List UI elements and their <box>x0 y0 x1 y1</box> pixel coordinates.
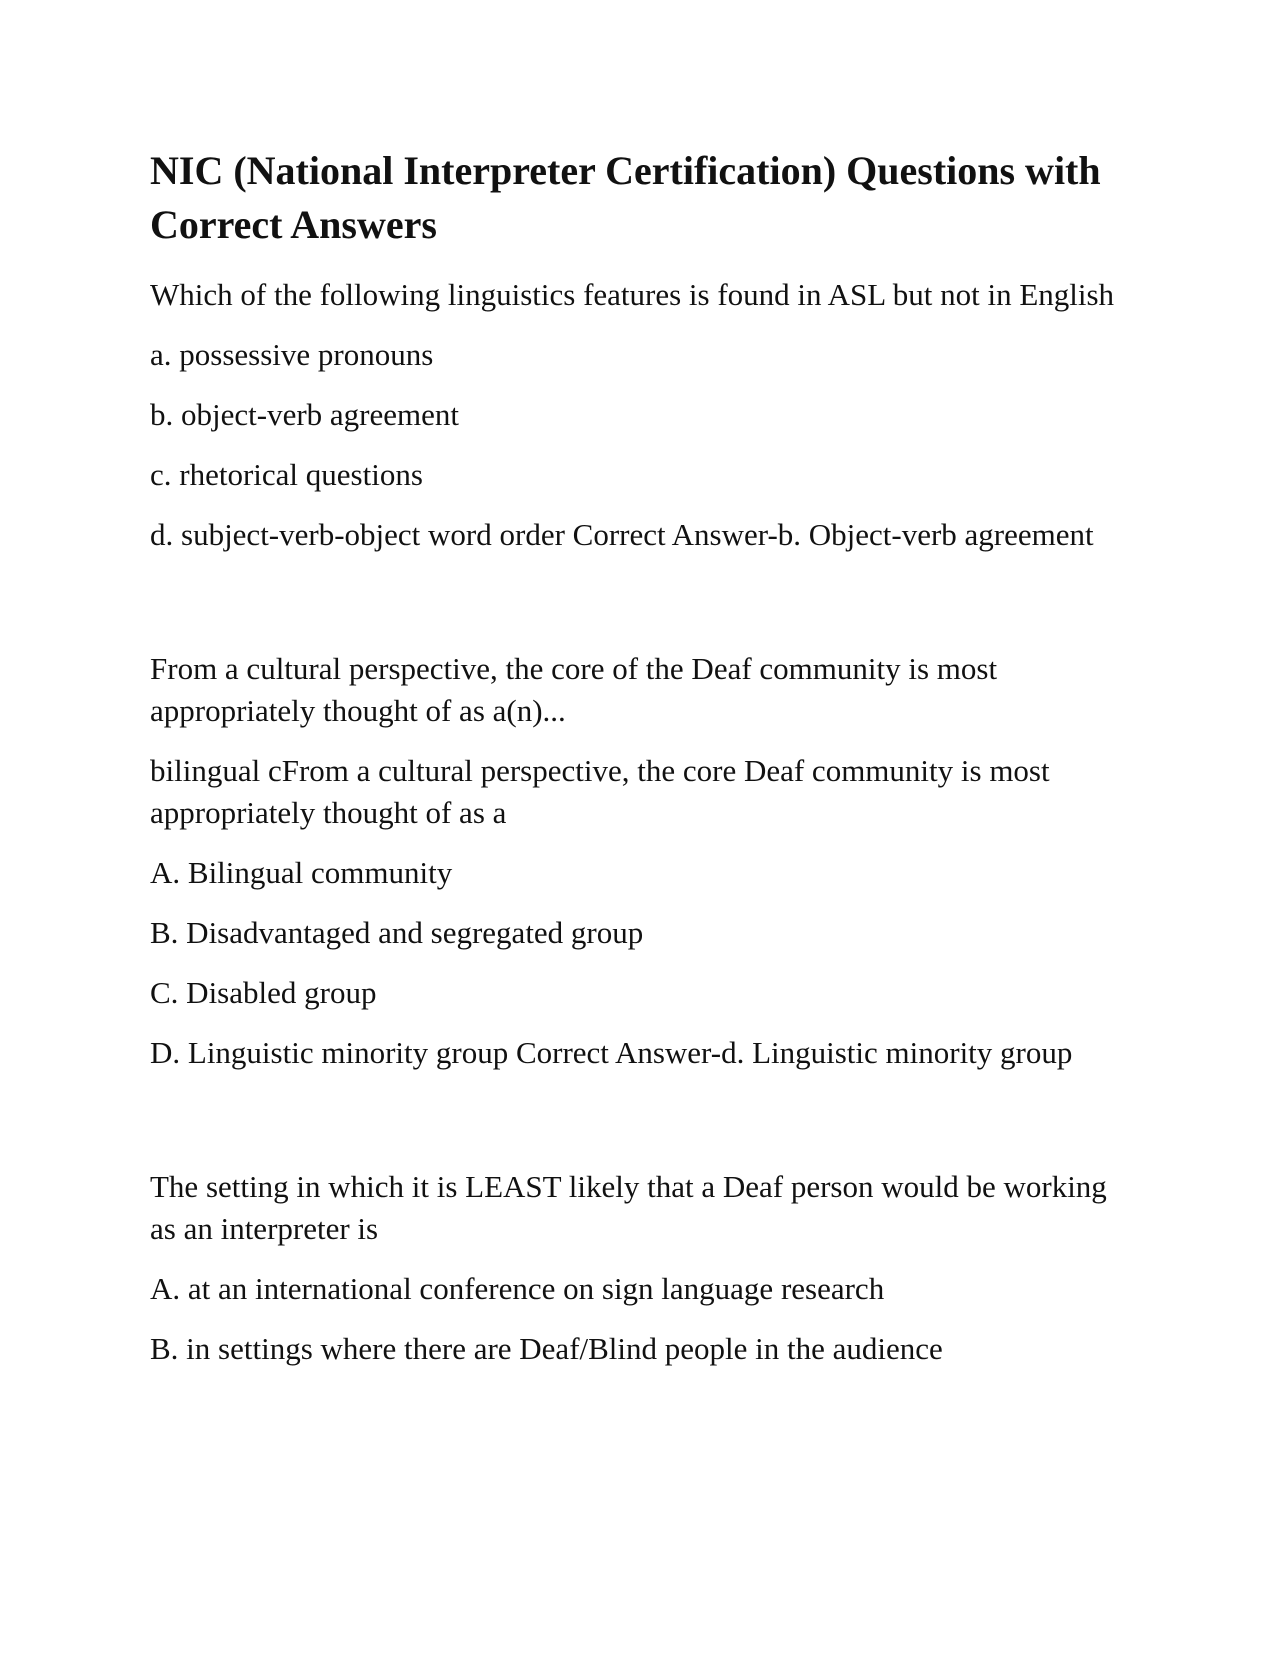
question-2-subprompt: bilingual cFrom a cultural perspective, the core Deaf community is most appropriately thought of as a <box>150 753 1050 830</box>
question-3-prompt: The setting in which it is LEAST likely that a Deaf person would be working as an interpreter is <box>150 1169 1107 1246</box>
question-1 <box>150 274 1130 556</box>
question-1-option-b: b. object-verb agreement <box>150 397 459 432</box>
question-1-option-c: c. rhetorical questions <box>150 457 423 492</box>
question-2-option-b: B. Disadvantaged and segregated group <box>150 915 644 950</box>
question-3-option-a: A. at an international conference on sign language research <box>150 1271 885 1306</box>
question-1-option-a: a. possessive pronouns <box>150 337 434 372</box>
question-2 <box>150 648 1130 1074</box>
question-3 <box>150 1166 1130 1370</box>
question-3-option-b: B. in settings where there are Deaf/Blind people in the audience <box>150 1331 943 1366</box>
question-2-option-c: C. Disabled group <box>150 975 377 1010</box>
question-2-option-d: D. Linguistic minority group Correct Answer-d. Linguistic minority group <box>150 1035 1073 1070</box>
document-title: NIC (National Interpreter Certification) Questions with Correct Answers <box>150 148 1101 247</box>
document-page <box>150 144 1130 1388</box>
question-1-option-d: d. subject-verb-object word order Correct Answer-b. Object-verb agreement <box>150 517 1094 552</box>
spacer <box>150 1092 1130 1166</box>
spacer <box>150 574 1130 648</box>
question-2-option-a: A. Bilingual community <box>150 855 453 890</box>
question-1-prompt: Which of the following linguistics features is found in ASL but not in English <box>150 277 1115 312</box>
question-2-prompt: From a cultural perspective, the core of the Deaf community is most appropriately thought of as a(n)... <box>150 651 998 728</box>
